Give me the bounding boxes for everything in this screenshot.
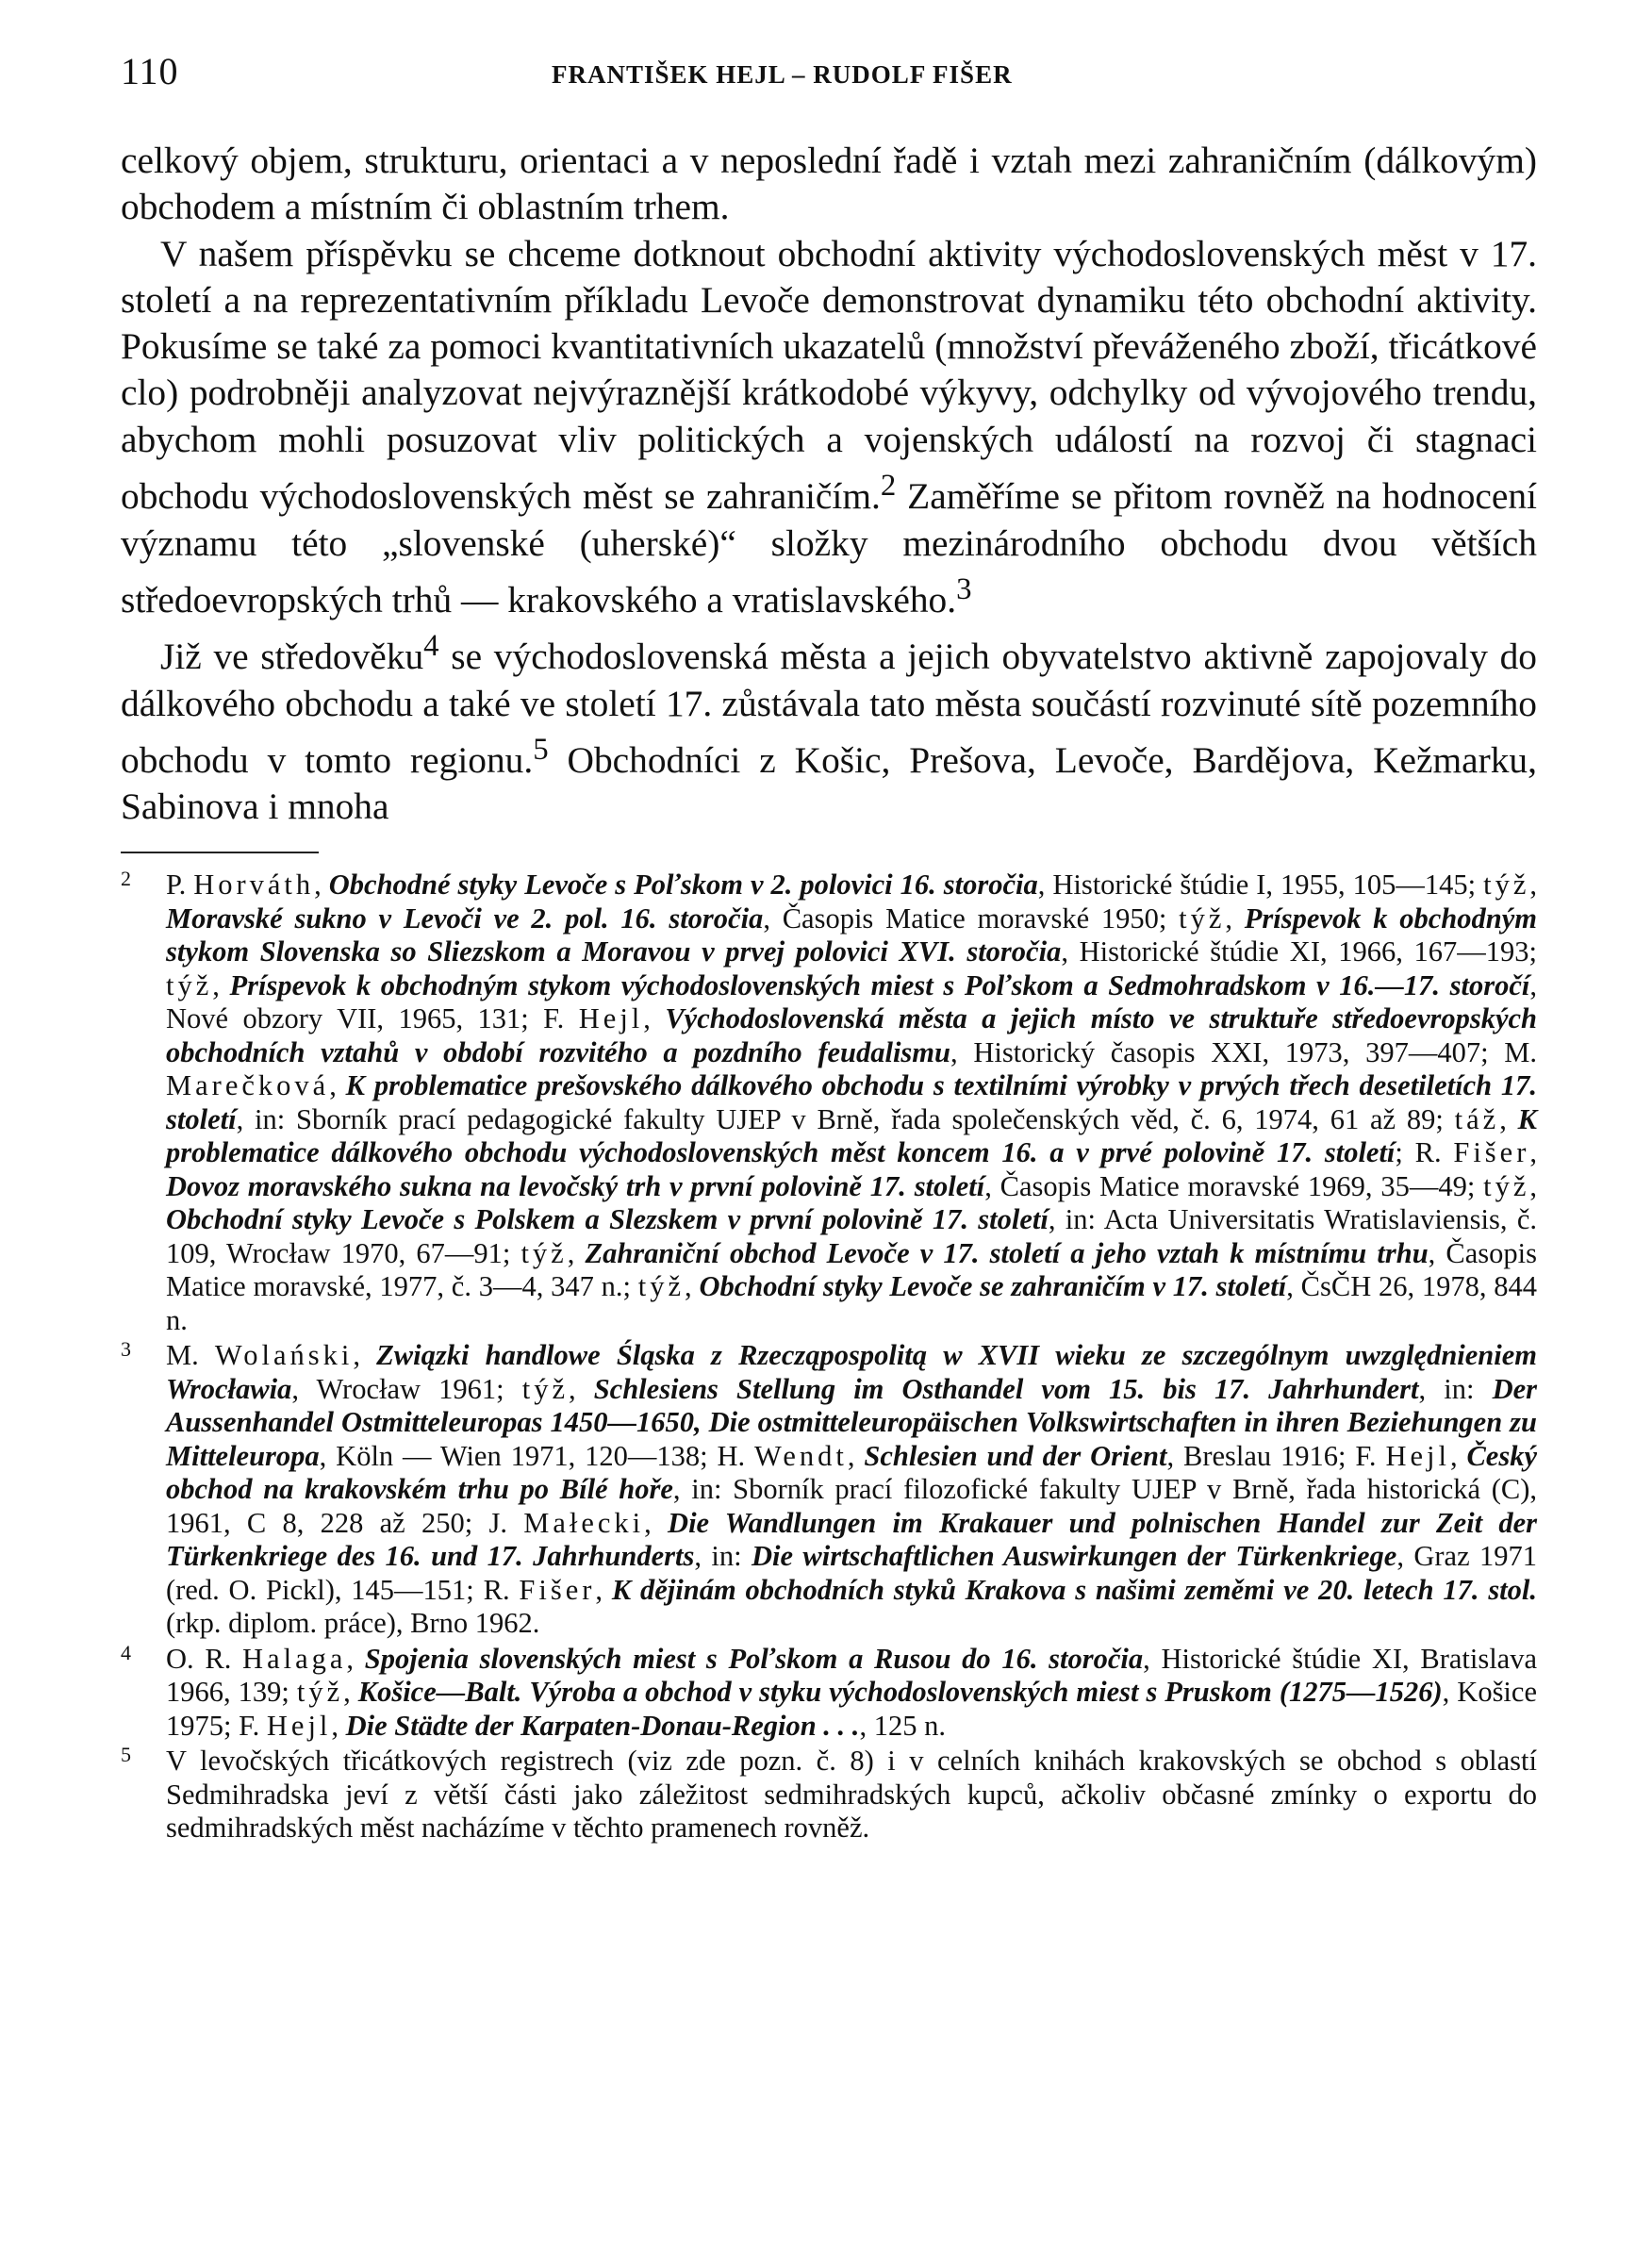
citation-title: Zahraniční obchod Levoče v 17. století a jeho vztah k místnímu trhu <box>585 1236 1429 1269</box>
footnote-number: 5 <box>121 1743 131 1766</box>
running-title: FRANTIŠEK HEJL – RUDOLF FIŠER <box>552 60 1013 89</box>
citation-text: , in: Sborník prací filozofické fakulty UJEP v Brně, řada historická (C), 1961, C 8, 228 až 250; J. <box>166 1473 1537 1539</box>
author-name: týž <box>637 1270 686 1302</box>
citation-text: , in: Sborník prací pedagogické fakulty UJEP v Brně, řada společenských věd, č. 6, 1974, 61 až 89; <box>236 1102 1455 1135</box>
citation-text: , Breslau 1916; F. <box>1166 1439 1386 1472</box>
citation-text: , <box>1449 1439 1467 1472</box>
citation-text: , <box>595 1573 612 1606</box>
citation-text: , <box>346 1642 365 1675</box>
citation-text: , Historický časopis XXI, 1973, 397—407; M. <box>950 1035 1537 1068</box>
page-number: 110 <box>121 50 179 92</box>
citation-title: K problematice dálkového obchodu východoslovenských měst koncem 16. a v prvé polovině 17. století <box>166 1102 1538 1168</box>
footnote <box>121 1640 1538 1744</box>
citation-text: , <box>1499 1102 1518 1135</box>
footnote-number: 4 <box>121 1640 131 1664</box>
author-name: Hejl <box>1385 1439 1450 1472</box>
citation-text: , <box>1225 902 1245 935</box>
footnote-separator <box>121 852 319 853</box>
author-name: Wendt <box>753 1439 848 1472</box>
author-name: Fišer <box>519 1573 596 1606</box>
author-name: Hejl <box>578 1002 644 1034</box>
footnote-text <box>166 1339 1537 1641</box>
citation-title: Spojenia slovenských miest s Poľskom a Rusou do 16. storočia <box>364 1642 1144 1675</box>
author-name: týž <box>520 1236 568 1269</box>
citation-text: P. <box>166 869 194 901</box>
citation-text: V levočských třicátkových registrech (viz zde pozn. č. 8) i v celních knihách krakovských se obchod s oblastí Sedmihradska jeví z větší části jako záležitost sedmihradských kupců, ačkoliv občasné zmínky o exportu do sedmihradských měst nacházíme v těchto pramenech rovněž. <box>166 1745 1537 1844</box>
paragraph <box>121 623 1537 830</box>
citation-title: Moravské sukno v Levoči ve 2. pol. 16. storočia <box>166 902 764 935</box>
citation-text: M. <box>166 1339 215 1371</box>
footnote-text <box>166 1745 1537 1845</box>
paragraph-text: Již ve středověku <box>160 636 424 678</box>
citation-title: Príspevok k obchodným stykom Slovenska so Sliezskom a Moravou v prvej polovici XVI. storočia <box>166 902 1537 968</box>
footnotes <box>121 869 1537 1847</box>
author-name: týž <box>166 968 213 1001</box>
citation-text: , <box>685 1270 700 1302</box>
citation-text: (rkp. diplom. práce), Brno 1962. <box>166 1607 540 1639</box>
citation-text: , Historické štúdie XI, Bratislava 1966, 139; <box>166 1642 1538 1708</box>
author-name: týž <box>1483 1169 1530 1202</box>
author-name: Marečková <box>166 1069 330 1101</box>
citation-text: , Historické štúdie XI, 1966, 167—193; <box>1061 935 1537 968</box>
citation-text: , Graz 1971 (red. O. Pickl), 145—151; R. <box>166 1540 1537 1606</box>
citation-title: Košice—Balt. Výroba a obchod v styku východoslovenských miest s Pruskom (1275—1526) <box>357 1676 1443 1708</box>
citation-text: , Časopis Matice moravské, 1977, č. 3—4, 347 n.; <box>166 1236 1537 1302</box>
footnote <box>121 1745 1537 1845</box>
citation-title: Związki handlowe Śląska z Rzecząpospolitą w XVII wieku ze szczególnym uwzględnieniem Wrocławia <box>166 1339 1538 1405</box>
paragraph <box>121 138 1537 231</box>
footnote-ref: 4 <box>423 629 439 664</box>
citation-text: , <box>644 1506 669 1539</box>
citation-text: , <box>343 1676 358 1708</box>
author-name: Halaga <box>242 1642 347 1675</box>
footnote <box>121 1339 1537 1641</box>
citation-text: , 125 n. <box>859 1709 946 1742</box>
running-head <box>121 49 1537 96</box>
author-name: týž <box>1483 869 1530 901</box>
footnote-ref: 2 <box>880 469 897 504</box>
citation-text: , <box>568 1372 594 1405</box>
citation-text: , <box>353 1339 377 1371</box>
citation-text: , <box>212 968 230 1001</box>
paragraph-text: Zaměříme se přitom rovněž na hodnocení významu této „slovenské (uherské)“ složky mezinárodního obchodu dvou větších středoevropských trhů — krakovského a vratislavského. <box>121 475 1538 620</box>
citation-text: , <box>1529 1136 1537 1168</box>
author-name: Horváth <box>193 869 315 901</box>
citation-text: O. R. <box>166 1642 243 1675</box>
citation-text: , ČsČH 26, 1978, 844 n. <box>166 1270 1538 1336</box>
citation-title: Der Aussenhandel Ostmitteleuropas 1450—1650, Die ostmitteleuropäischen Volkswirtschaften in ihren Beziehungen zu Mitteleuropa <box>166 1372 1537 1472</box>
citation-text: , Wrocław 1961; <box>291 1372 522 1405</box>
citation-text: ; R. <box>1395 1136 1454 1168</box>
citation-text: , Košice 1975; F. <box>166 1676 1537 1742</box>
citation-title: Schlesien und der Orient <box>864 1439 1167 1472</box>
citation-text: , <box>1529 1169 1537 1202</box>
footnote-text <box>166 869 1537 1337</box>
citation-text: , <box>1529 869 1537 901</box>
citation-title: Obchodní styky Levoče se zahraničím v 17. století <box>699 1270 1287 1302</box>
citation-text: , Köln — Wien 1971, 120—138; H. <box>319 1439 754 1472</box>
citation-text: , <box>847 1439 865 1472</box>
citation-title: Die Wandlungen im Krakauer und polnischen Handel zur Zeit der Türkenkriege des 16. und 17. Jahrhunderts <box>166 1506 1537 1572</box>
citation-text: , Časopis Matice moravské 1969, 35—49; <box>984 1169 1484 1202</box>
citation-text: , Nové obzory VII, 1965, 131; F. <box>166 968 1537 1034</box>
paragraph <box>121 231 1537 624</box>
citation-title: Príspevok k obchodným stykom východoslovenských miest s Poľskom a Sedmohradskom v 16.—17. storočí <box>229 968 1530 1001</box>
paragraph-text: se východoslovenská města a jejich obyvatelstvo aktivně zapojovaly do dálkového obchodu a také ve století 17. zůstávala tato města součástí rozvinuté sítě pozemního obchodu v tomto regionu. <box>121 636 1537 782</box>
citation-text: , Historické štúdie I, 1955, 105—145; <box>1037 869 1484 901</box>
paragraph-text: celkový objem, strukturu, orientaci a v neposlední řadě i vztah mezi zahraničním (dálkovým) obchodem a místním či oblastním trhem. <box>121 140 1537 228</box>
citation-title: K dějinám obchodních styků Krakova s našimi zeměmi ve 20. letech 17. stol. <box>611 1573 1538 1606</box>
citation-title: Schlesiens Stellung im Osthandel vom 15. bis 17. Jahrhundert <box>593 1372 1419 1405</box>
author-name: táž <box>1454 1102 1500 1135</box>
author-name: týž <box>521 1372 569 1405</box>
footnote-number: 3 <box>121 1337 131 1361</box>
citation-title: Die wirtschaftlichen Auswirkungen der Türkenkriege <box>751 1540 1397 1572</box>
footnote-ref: 3 <box>956 571 972 606</box>
citation-text: , <box>314 869 329 901</box>
footnote-number: 2 <box>121 867 131 890</box>
citation-title: K problematice prešovského dálkového obchodu s textilními výrobky v prvých třech desetiletích 17. století <box>166 1069 1538 1135</box>
main-text <box>121 138 1537 831</box>
citation-text: , <box>331 1709 346 1742</box>
author-name: týž <box>296 1676 344 1708</box>
author-name: Hejl <box>266 1709 332 1742</box>
citation-text: , in: <box>1418 1372 1493 1405</box>
citation-title: Východoslovenská města a jejich místo ve struktuře středoevropských obchodních vztahů v období rozvitého a pozdního feudalismu <box>166 1002 1538 1068</box>
citation-text: , <box>329 1069 346 1101</box>
citation-text: , in: Acta Universitatis Wratislaviensis, č. 109, Wrocław 1970, 67—91; <box>166 1203 1537 1269</box>
citation-title: Obchodné styky Levoče s Poľskom v 2. polovici 16. storočia <box>328 869 1038 901</box>
author-name: Fišer <box>1453 1136 1530 1168</box>
citation-title: Die Städte der Karpaten-Donau-Region . . . <box>345 1709 860 1742</box>
citation-title: Obchodní styky Levoče s Polskem a Slezskem v první polovině 17. století <box>166 1203 1049 1235</box>
footnote <box>121 869 1537 1337</box>
author-name: Małecki <box>523 1506 645 1539</box>
footnote-ref: 5 <box>533 732 549 767</box>
citation-text: , <box>567 1236 586 1269</box>
citation-text: , in: <box>694 1540 752 1572</box>
paragraph-text: V našem příspěvku se chceme dotknout obchodní aktivity východoslovenských měst v 17. století a na reprezentativním příkladu Levoče demonstrovat dynamiku této obchodní aktivity. Pokusíme se také za pomoci kvantitativních ukazatelů (množství převáženého zboží, třicátkové clo) podrobněji analyzovat nejvýraznější krátkodobé výkyvy, odchylky od vývojového trendu, abychom mohli posuzovat vliv politických a vojenských událostí na rozvoj či stagnaci obchodu východoslovenských měst se zahraničím. <box>121 232 1537 518</box>
citation-text: , <box>643 1002 666 1034</box>
citation-title: Český obchod na krakovském trhu po Bílé hoře <box>166 1439 1538 1505</box>
citation-text: , Časopis Matice moravské 1950; <box>763 902 1180 935</box>
author-name: týž <box>1179 902 1226 935</box>
footnote-text <box>166 1643 1537 1744</box>
paragraph-text: Obchodníci z Košic, Prešova, Levoče, Bardějova, Kežmarku, Sabinova i mnoha <box>121 739 1537 828</box>
author-name: Wolański <box>214 1339 354 1371</box>
citation-title: Dovoz moravského sukna na levočský trh v první polovině 17. století <box>166 1169 985 1202</box>
